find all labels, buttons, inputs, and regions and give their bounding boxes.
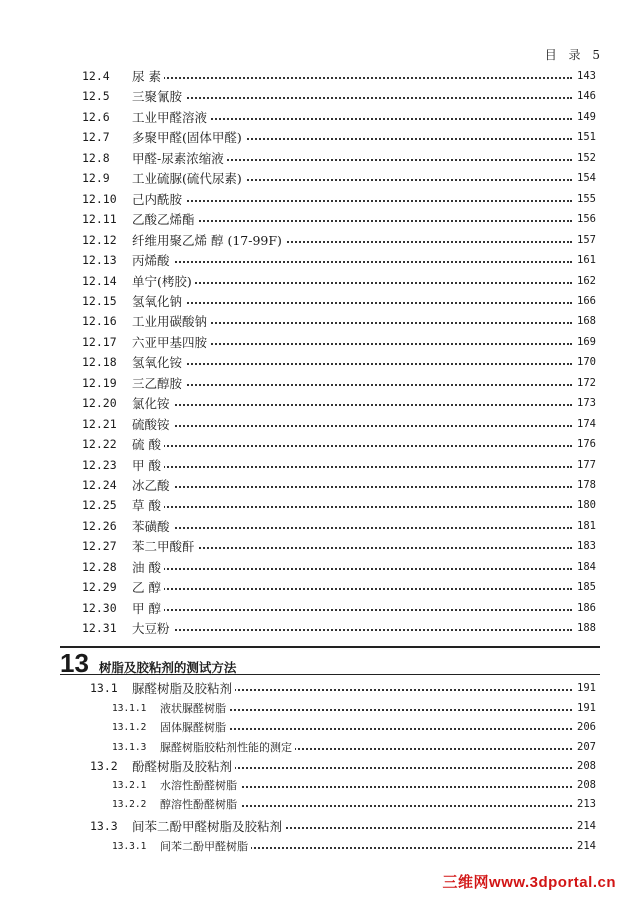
dot-leader	[140, 527, 572, 529]
entry-number: 13.1.3	[112, 741, 147, 753]
chapter-rule-bottom	[60, 674, 600, 675]
toc-entry[interactable]	[0, 127, 630, 147]
entry-page: 169	[572, 336, 596, 348]
entry-number: 12.29	[82, 580, 117, 595]
entry-page: 184	[572, 561, 596, 573]
entry-number: 12.6	[82, 109, 110, 124]
dot-leader	[140, 466, 572, 468]
toc-entry[interactable]	[0, 250, 630, 270]
entry-title: 己内酰胺	[132, 190, 185, 208]
entry-page: 213	[572, 798, 596, 810]
entry-number: 12.21	[82, 416, 117, 431]
entry-page: 172	[572, 377, 596, 389]
entry-title: 三聚氰胺	[132, 87, 185, 105]
entry-page: 155	[572, 193, 596, 205]
entry-title: 尿 素	[132, 67, 164, 85]
entry-number: 12.9	[82, 171, 110, 186]
entry-page: 208	[572, 779, 596, 791]
entry-title: 工业甲醛溶液	[132, 108, 210, 126]
dot-leader	[140, 363, 572, 365]
entry-title: 油 酸	[132, 558, 164, 576]
dot-leader	[140, 261, 572, 263]
entry-number: 12.26	[82, 518, 117, 533]
entry-title: 间苯二酚甲醛树脂	[160, 838, 251, 854]
entry-title: 水溶性酚醛树脂	[160, 777, 240, 793]
entry-number: 12.16	[82, 314, 117, 329]
entry-number: 13.1.2	[112, 721, 147, 733]
entry-title: 草 酸	[132, 496, 164, 514]
toc-entry[interactable]	[0, 332, 630, 352]
entry-page: 146	[572, 90, 596, 102]
toc-entry[interactable]	[0, 455, 630, 475]
entry-page: 168	[572, 315, 596, 327]
entry-page: 188	[572, 622, 596, 634]
entry-number: 12.19	[82, 375, 117, 390]
dot-leader	[140, 506, 572, 508]
entry-number: 12.5	[82, 89, 110, 104]
entry-number: 12.14	[82, 273, 117, 288]
entry-number: 13.3	[90, 819, 118, 833]
entry-page: 173	[572, 397, 596, 409]
entry-title: 单宁(栲胶)	[132, 272, 195, 290]
entry-page: 176	[572, 438, 596, 450]
watermark: 三维网www.3dportal.cn	[442, 874, 616, 891]
dot-leader	[140, 97, 572, 99]
entry-number: 13.2.1	[112, 779, 147, 791]
dot-leader	[140, 282, 572, 284]
toc-entry[interactable]	[0, 168, 630, 188]
entry-title: 工业硫脲(硫代尿素)	[132, 169, 245, 187]
entry-page: 208	[572, 760, 596, 772]
entry-title: 固体脲醛树脂	[160, 719, 229, 735]
entry-page: 207	[572, 741, 596, 753]
dot-leader	[140, 629, 572, 631]
entry-title: 丙烯酸	[132, 251, 173, 269]
dot-leader	[140, 384, 572, 386]
chapter-title: 树脂及胶粘剂的测试方法	[98, 661, 237, 675]
entry-title: 氯化铵	[132, 394, 173, 412]
entry-title: 六亚甲基四胺	[132, 333, 210, 351]
toc-entry[interactable]	[0, 618, 630, 638]
entry-title: 硫酸铵	[132, 415, 173, 433]
dot-leader	[140, 588, 572, 590]
entry-page: 161	[572, 254, 596, 266]
entry-title: 大豆粉	[132, 619, 173, 637]
entry-title: 脲醛树脂胶粘剂性能的测定	[160, 739, 295, 755]
dot-leader	[140, 445, 572, 447]
entry-number: 13.1	[90, 681, 118, 695]
toc-entry[interactable]	[0, 698, 630, 718]
toc-entry[interactable]	[0, 717, 630, 737]
dot-leader	[140, 547, 572, 549]
entry-title: 液状脲醛树脂	[160, 700, 229, 716]
toc-entry[interactable]	[0, 557, 630, 577]
toc-entry[interactable]	[0, 86, 630, 106]
entry-number: 12.30	[82, 600, 117, 615]
entry-number: 12.7	[82, 130, 110, 145]
dot-leader	[140, 568, 572, 570]
dot-leader	[140, 77, 572, 79]
toc-entry[interactable]	[0, 393, 630, 413]
entry-number: 12.4	[82, 69, 110, 83]
entry-title: 冰乙酸	[132, 476, 173, 494]
toc-entry[interactable]	[0, 434, 630, 454]
toc-entry[interactable]	[0, 230, 630, 250]
entry-title: 酚醛树脂及胶粘剂	[132, 757, 235, 775]
entry-page: 191	[572, 682, 596, 694]
entry-number: 12.23	[82, 457, 117, 472]
entry-page: 183	[572, 540, 596, 552]
entry-number: 13.2.2	[112, 798, 147, 810]
toc-entry[interactable]	[0, 577, 630, 597]
toc-entry[interactable]	[0, 598, 630, 618]
entry-title: 脲醛树脂及胶粘剂	[132, 679, 235, 697]
toc-entry[interactable]	[0, 536, 630, 556]
entry-page: 143	[572, 70, 596, 82]
entry-page: 180	[572, 499, 596, 511]
entry-page: 206	[572, 721, 596, 733]
toc-entry[interactable]	[0, 66, 630, 86]
entry-title: 甲 醇	[132, 599, 164, 617]
entry-number: 12.8	[82, 150, 110, 165]
toc-entry[interactable]	[0, 311, 630, 331]
entry-title: 多聚甲醛(固体甲醛)	[132, 128, 245, 146]
entry-title: 硫 酸	[132, 435, 164, 453]
entry-page: 177	[572, 459, 596, 471]
toc-entry[interactable]	[0, 352, 630, 372]
entry-number: 12.11	[82, 212, 117, 227]
entry-title: 甲醛-尿素浓缩液	[132, 149, 227, 167]
toc-entry[interactable]	[0, 794, 630, 814]
entry-number: 12.18	[82, 355, 117, 370]
entry-number: 12.20	[82, 396, 117, 411]
toc-entry[interactable]	[0, 373, 630, 393]
entry-number: 12.25	[82, 498, 117, 513]
dot-leader	[175, 709, 572, 711]
entry-number: 12.31	[82, 621, 117, 636]
entry-page: 214	[572, 820, 596, 832]
entry-number: 12.12	[82, 232, 117, 247]
dot-leader	[140, 220, 572, 222]
toc-entry[interactable]	[0, 737, 630, 757]
entry-page: 149	[572, 111, 596, 123]
entry-number: 12.13	[82, 253, 117, 268]
entry-page: 181	[572, 520, 596, 532]
entry-number: 13.3.1	[112, 840, 147, 852]
entry-page: 185	[572, 581, 596, 593]
dot-leader	[140, 404, 572, 406]
dot-leader	[140, 200, 572, 202]
dot-leader	[140, 425, 572, 427]
entry-title: 乙 醇	[132, 578, 164, 596]
dot-leader	[140, 302, 572, 304]
toc-entry[interactable]	[0, 495, 630, 515]
chapter-number: 13	[60, 648, 89, 678]
entry-page: 162	[572, 275, 596, 287]
running-header: 目 录 5	[544, 48, 604, 62]
entry-number: 12.15	[82, 293, 117, 308]
entry-page: 186	[572, 602, 596, 614]
toc-entry[interactable]	[0, 107, 630, 127]
entry-number: 12.22	[82, 437, 117, 452]
entry-number: 12.17	[82, 334, 117, 349]
entry-number: 12.27	[82, 539, 117, 554]
entry-title: 工业用碳酸钠	[132, 312, 210, 330]
entry-page: 166	[572, 295, 596, 307]
entry-number: 12.24	[82, 478, 117, 492]
entry-title: 甲 酸	[132, 456, 164, 474]
toc-entry[interactable]	[0, 516, 630, 536]
entry-page: 174	[572, 418, 596, 430]
entry-page: 178	[572, 479, 596, 491]
toc-entry[interactable]	[0, 414, 630, 434]
entry-title: 纤维用聚乙烯 醇 (17-99F)	[132, 231, 285, 249]
dot-leader	[140, 609, 572, 611]
entry-page: 151	[572, 131, 596, 143]
toc-entry[interactable]	[0, 775, 630, 795]
entry-page: 152	[572, 152, 596, 164]
entry-page: 157	[572, 234, 596, 246]
entry-title: 醇溶性酚醛树脂	[160, 796, 240, 812]
entry-number: 12.10	[82, 191, 117, 206]
entry-page: 191	[572, 702, 596, 714]
entry-page: 170	[572, 356, 596, 368]
toc-entry[interactable]	[0, 816, 630, 836]
toc-entry[interactable]	[0, 678, 630, 698]
entry-title: 间苯二酚甲醛树脂及胶粘剂	[132, 817, 285, 835]
toc-entry[interactable]	[0, 271, 630, 291]
entry-title: 乙酸乙烯酯	[132, 210, 198, 228]
entry-title: 氢氧化铵	[132, 353, 185, 371]
entry-title: 氢氧化钠	[132, 292, 185, 310]
entry-number: 13.2	[90, 759, 118, 773]
entry-page: 214	[572, 840, 596, 852]
entry-number: 13.1.1	[112, 702, 147, 714]
toc-entry[interactable]	[0, 209, 630, 229]
toc-entry[interactable]	[0, 189, 630, 209]
entry-title: 三乙醇胺	[132, 374, 185, 392]
toc-entry[interactable]	[0, 291, 630, 311]
entry-page: 156	[572, 213, 596, 225]
entry-page: 154	[572, 172, 596, 184]
dot-leader	[140, 486, 572, 488]
toc-entry[interactable]	[0, 148, 630, 168]
toc-entry[interactable]	[0, 756, 630, 776]
entry-title: 苯磺酸	[132, 517, 173, 535]
toc-entry[interactable]	[0, 475, 630, 495]
entry-number: 12.28	[82, 559, 117, 574]
toc-entry[interactable]	[0, 836, 630, 856]
entry-title: 苯二甲酸酐	[132, 537, 198, 555]
dot-leader	[175, 728, 572, 730]
